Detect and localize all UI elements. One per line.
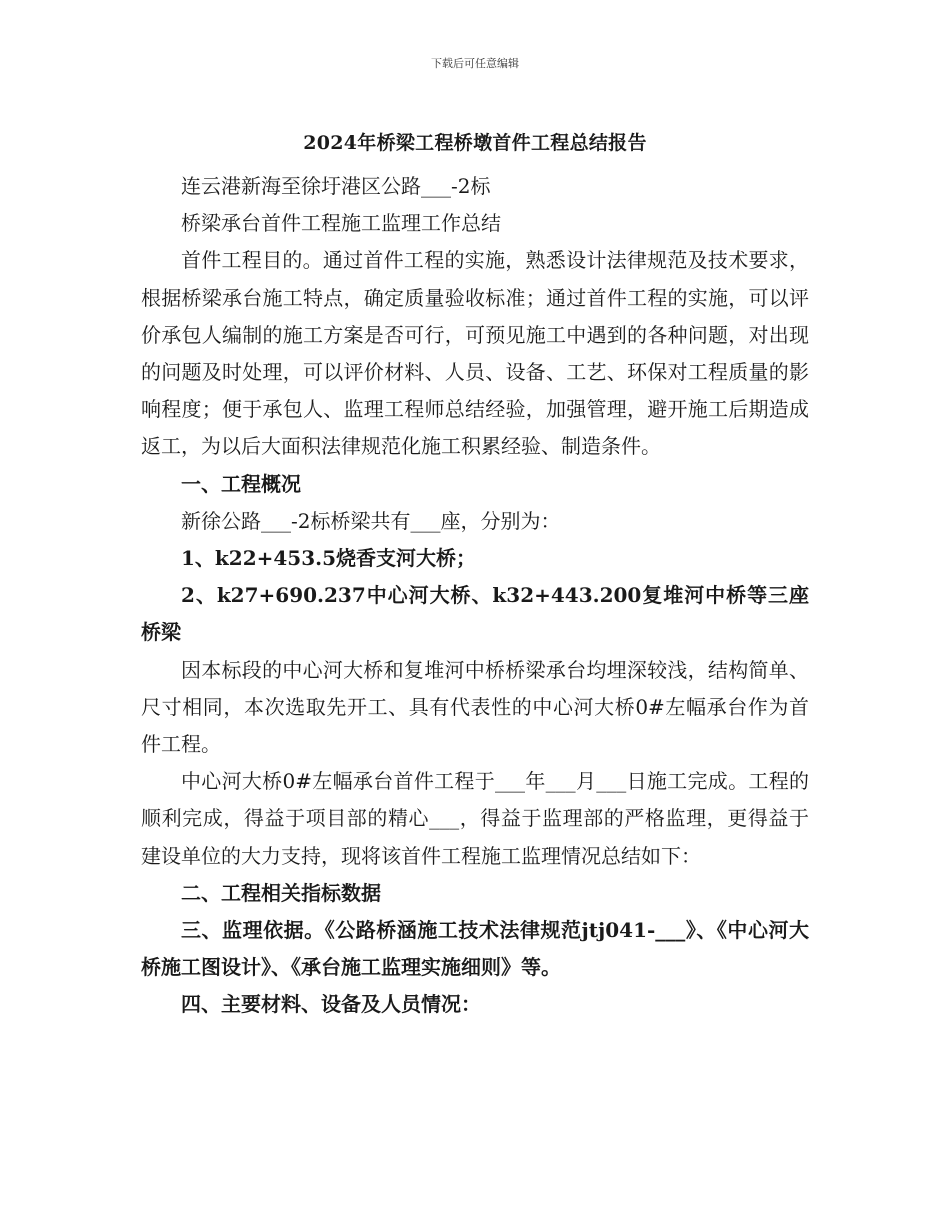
section-heading: 四、主要材料、设备及人员情况：	[181, 992, 481, 1017]
paragraph: 新徐公路___-2标桥梁共有___座，分别为：	[181, 508, 561, 533]
section-heading: 二、工程相关指标数据	[181, 880, 381, 905]
section-heading: 一、工程概况	[181, 471, 301, 496]
paragraph: 因本标段的中心河大桥和复堆河中桥桥梁承台均埋深较浅，结构简单、尺寸相同，本次选取先开工、具有代表性的中心河大桥0#左幅承台作为首件工程。	[141, 657, 809, 757]
document-body	[141, 168, 809, 1024]
section-heading: 三、监理依据。《公路桥涵施工技术法律规范jtj041-___》、《中心河大桥施工图设计》、《承台施工监理实施细则》等。	[141, 918, 809, 980]
paragraph: 中心河大桥0#左幅承台首件工程于___年___月___日施工完成。工程的顺利完成，得益于项目部的精心___，得益于监理部的严格监理，更得益于建设单位的大力支持，现将该首件工程施工监理情况总结如下：	[141, 769, 809, 868]
list-item: 1、k22+453.5烧香支河大桥；	[181, 546, 476, 571]
paragraph: 首件工程目的。通过首件工程的实施，熟悉设计法律规范及技术要求，根据桥梁承台施工特点，确定质量验收标准；通过首件工程的实施，可以评价承包人编制的施工方案是否可行，可预见施工中遇到的各种问题，对出现的问题及时处理，可以评价材料、人员、设备、工艺、环保对工程质量的影响程度；便于承包人、监理工程师总结经验，加强管理，避开施工后期造成返工，为以后大面积法律规范化施工积累经验、制造条件。	[141, 248, 809, 459]
paragraph: 桥梁承台首件工程施工监理工作总结	[181, 211, 501, 236]
paragraph: 连云港新海至徐圩港区公路___-2标	[181, 174, 491, 198]
document-title: 2024年桥梁工程桥墩首件工程总结报告	[303, 132, 647, 154]
list-item: 2、k27+690.237中心河大桥、k32+443.200复堆河中桥等三座桥梁	[141, 583, 809, 645]
header-note: 下载后可任意编辑	[431, 57, 519, 70]
